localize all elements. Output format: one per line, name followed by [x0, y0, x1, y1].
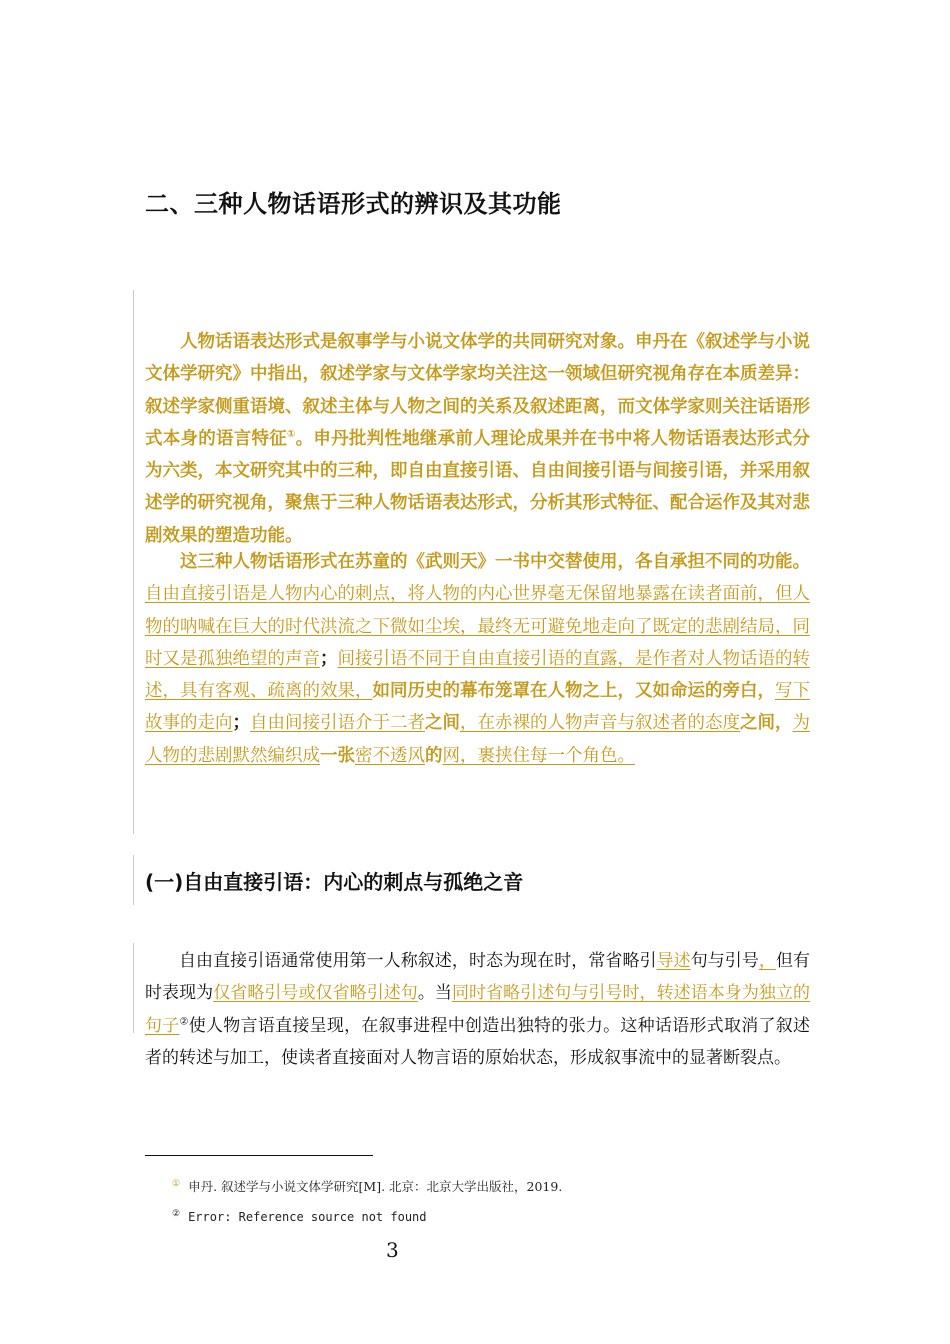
para3-t2: 句与引号: [690, 951, 759, 971]
section-title: 二、三种人物话语形式的辨识及其功能: [145, 190, 562, 218]
para2-s3: 如同历史的幕布笼罩在人物之上，又如命运的旁白，: [372, 681, 775, 702]
page-number: 3: [386, 1238, 399, 1262]
para2-u1: 自由直接引语是人物内心的刺点，将人物的内心世界毫无保留地暴露在读者面前，但人物的呐喊在巨大的时代洪流之下微如尘埃，最终无可避免地走向了既定的悲剧结局，同时又是孤独绝望的声音: [145, 584, 810, 669]
comment-margin-bar: [133, 855, 134, 905]
para3-g1: 导述: [656, 951, 691, 971]
para2-s7: 一张: [320, 745, 355, 766]
footnote-1-text: 申丹. 叙述学与小说文体学研究[M]. 北京：北京大学出版社，2019.: [188, 1179, 563, 1194]
body-paragraph-3: [145, 945, 810, 1074]
para3-g2: ，: [758, 951, 776, 971]
footnote-separator: [145, 1155, 373, 1156]
para2-s1: 这三种人物话语形式在苏童的《武则天》一书中交替使用，各自承担不同的功能。: [180, 552, 810, 572]
para2-u3: 写下故事的走向: [145, 681, 810, 734]
para2-u4: 自由间接引语介于二者: [250, 713, 425, 734]
footnote-ref-2[interactable]: ②: [179, 1015, 189, 1027]
footnote-2-mark: ②: [172, 1209, 181, 1219]
para1-text-after: 。申丹批判性地继承前人理论成果并在书中将人物话语表达形式分为六类，本文研究其中的三种，即自由直接引语、自由间接引语与间接引语，并采用叙述学的研究视角，聚焦于三种人物话语表达形式，分析其形式特征、配合运作及其对悲剧效果的塑造功能。: [145, 428, 811, 546]
para2-u8: 网，裹挟住每一个角色。: [442, 745, 635, 766]
para3-t4: 。当: [417, 983, 452, 1004]
footnote-1-mark: ①: [172, 1178, 181, 1189]
para3-g4: 同时省略引述句与引号时，转述语本身为独立的句子: [145, 983, 811, 1036]
para2-s2: ；: [320, 648, 338, 669]
para2-s6: 之间，: [740, 713, 793, 734]
comment-margin-bar: [133, 943, 134, 1033]
para3-g3: 仅省略引号或仅省略引述句: [213, 983, 418, 1004]
para2-s5: 之间: [425, 713, 460, 734]
footnote-ref-1[interactable]: ①: [286, 429, 296, 441]
footnote-1: [172, 1177, 562, 1195]
para2-s4: ；: [232, 713, 250, 734]
para3-t1: 自由直接引语通常使用第一人称叙述，时态为现在时，常省略引: [179, 951, 657, 971]
footnote-2-text: Error: Reference source not found: [188, 1210, 427, 1224]
subsection-title: (一)自由直接引语：内心的刺点与孤绝之音: [145, 870, 524, 894]
para1-text: 人物话语表达形式是叙事学与小说文体学的共同研究对象。申丹在《叙述学与小说文体学研究》中指出，叙述学家与文体学家均关注这一领域但研究视角存在本质差异：叙述学家侧重语境、叙述主体与人物之间的关系及叙述距离，而文体学家则关注话语形式本身的语言特征: [145, 332, 810, 449]
para2-u7: 密不透风: [355, 745, 425, 766]
para2-u5: ，在赤裸的人物声音与叙述者的态度: [460, 713, 740, 734]
para3-t5: 使人物言语直接呈现，在叙事进程中创造出独特的张力。这种话语形式取消了叙述者的转述与加工，使读者直接面对人物言语的原始状态，形成叙事流中的显著断裂点。: [145, 1015, 811, 1068]
comment-margin-bar: [133, 290, 134, 834]
para2-u6: 为人物的悲剧默然编织成: [145, 713, 810, 766]
para3-t3: 但有时表现为: [145, 951, 811, 1004]
para2-u2: 间接引语不同于自由直接引语的直露，是作者对人物话语的转述，具有客观、疏离的效果，: [145, 648, 810, 702]
highlighted-paragraph-2: [145, 546, 810, 772]
footnote-2: [172, 1209, 427, 1224]
highlighted-paragraph-1: [145, 326, 810, 552]
para2-s8: 的: [425, 745, 443, 766]
